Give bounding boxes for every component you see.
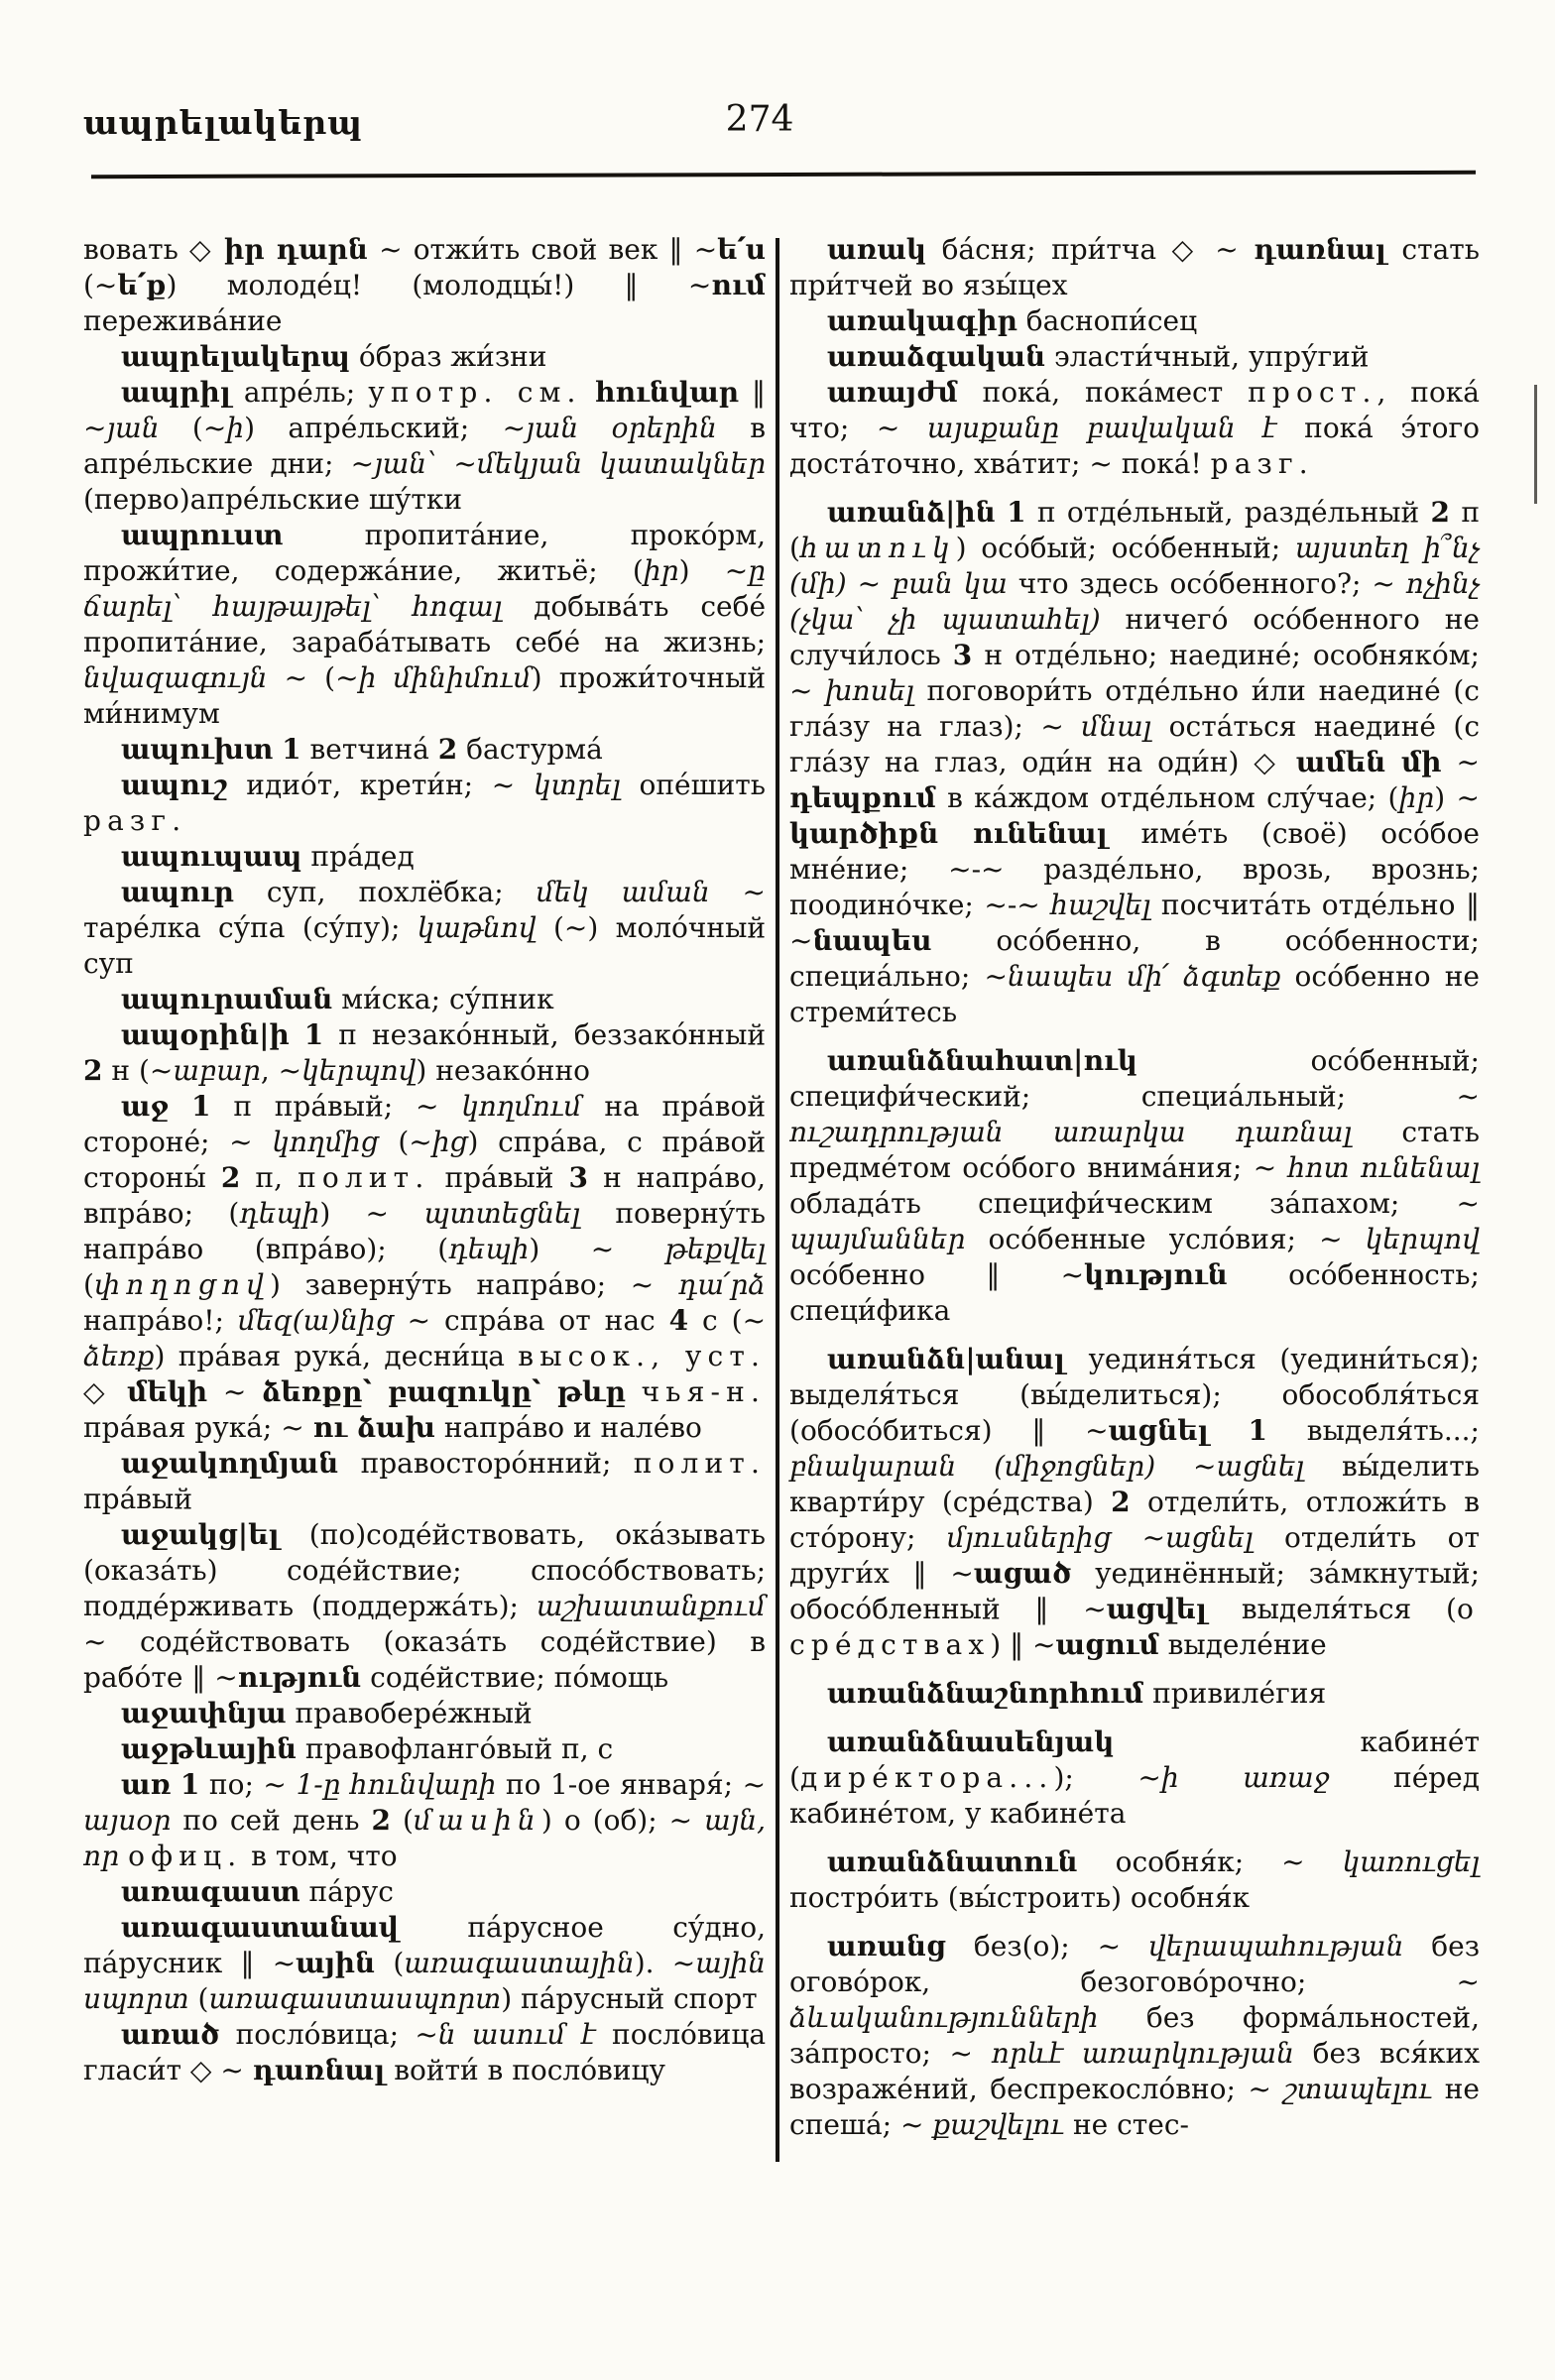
dictionary-entry: աջ 1 п пра́вый; ~ կողմում на пра́вой стороне́; ~ կողմից (~ից) спра́ва, с пра́вой стороны́ 2 п, полит. пра́вый 3 н напра́во, впра́во; (դեպի) ~ պտտեցնել поверну́ть напра́во (впра́во); (դեպի) ~ թեքվել (փողոցով) заверну́ть напра́во; ~ դա՛րձ напра́во!; մեզ(ա)նից ~ спра́ва от нас 4 с (~ ձեռք) пра́вая рука́, десни́ца высок., уст. ◇ մեկի ~ ձեռքը՝ բազուկը՝ թևը чья-н. пра́вая рука́; ~ ու ձախ напра́во и нале́во: [83, 1090, 767, 1444]
dictionary-entry: առանձնատուն особня́к; ~ կառուցել постро́ить (вы́строить) особня́к: [789, 1845, 1480, 1914]
dictionary-entry: ապուխտ 1 ветчина́ 2 бастурма́: [121, 733, 603, 766]
page-number: 274: [725, 99, 794, 140]
dictionary-entry: առանձ|ին 1 п отде́льный, разде́льный 2 п (հատուկ) осо́бый; осо́бенный; այստեղ ի՞նչ (մի) ~ բան կա что здесь осо́бенного?; ~ ոչինչ (չկա՝ չի պատահել) ничего́ осо́бенного не случи́лось 3 н отде́льно; наедине́; особняко́м; ~ խոսել поговори́ть отде́льно и́ли наедине́ (с гла́зу на глаз); ~ մնալ оста́ться наедине́ (с гла́зу на глаз, оди́н на оди́н) ◇ ամեն մի ~ դեպքում в ка́ждом отде́льном слу́чае; (իր) ~ կարծիքն ունենալ име́ть (своё) осо́бое мне́ние; ~-~ разде́льно, врозь, врознь; поодино́чке; ~-~ հաշվել посчита́ть отде́льно ‖ ~նապես осо́бенно, в осо́бенности; специа́льно; ~նապես մի՛ ձգտեք осо́бенно не стреми́тесь: [789, 496, 1481, 1028]
dictionary-entry: առանձն|անալ уединя́ться (уедини́ться); выделя́ться (вы́делиться); обособля́ться (обосо́биться) ‖ ~ացնել 1 выделя́ть...; բնակարան (միջոցներ) ~ացնել вы́делить кварти́ру (сре́дства) 2 отдели́ть, отложи́ть в сто́рону; մյուսներից ~ացնել отдели́ть от други́х ‖ ~ացած уединённый; за́мкнутый; обосо́бленный ‖ ~ացվել выделя́ться (о сре́дствах) ‖ ~ացում выделе́ние: [789, 1343, 1481, 1661]
dictionary-entry: առանձնաշնորհում привиле́гия: [827, 1677, 1327, 1710]
dictionary-entry: առաձգական эласти́чный, упру́гий: [827, 340, 1370, 373]
dictionary-entry: առայժմ пока́, пока́мест прост., пока́ что; ~ այսքանը բավական է пока́ э́того доста́точно, хва́тит; ~ пока́! разг.: [789, 376, 1480, 480]
header-rule: [91, 171, 1476, 178]
dictionary-entry: առանձնահատ|ուկ осо́бенный; специфи́ческий; специа́льный; ~ ուշադրության առարկա դառնալ стать предме́том осо́бого внима́ния; ~ հոտ ունենալ облада́ть специфи́ческим за́пахом; ~ պայմաններ осо́бенные усло́вия; ~ կերպով осо́бенно ‖ ~կություն осо́бенность; специ́фика: [789, 1044, 1481, 1327]
dictionary-entry: առակագիր баснопи́сец: [827, 304, 1198, 337]
dictionary-entry: առագաստանավ па́русное су́дно, па́русник ‖ ~ային (առագաստային). ~ային սպորտ (առագաստասպորտ) па́русный спорт: [83, 1911, 767, 2015]
dictionary-entry: առած посло́вица; ~ն ասում է посло́вица гласи́т ◇ ~ դառնալ войти́ в посло́вицу: [83, 2018, 767, 2086]
right-column: [789, 232, 1480, 2162]
dictionary-entry: ապուրաման ми́ска; су́пник: [121, 983, 554, 1015]
dictionary-entry: ապուշ идио́т, крети́н; ~ կտրել опе́шить разг.: [83, 769, 767, 837]
dictionary-entry: առակ ба́сня; при́тча ◇ ~ դառնալ стать при́тчей во язы́цех: [789, 233, 1481, 301]
dictionary-entry: առագաստ па́рус: [121, 1875, 394, 1908]
dictionary-entry: ապօրին|ի 1 п незако́нный, беззако́нный 2 н (~աբար, ~կերպով) незако́нно: [83, 1018, 767, 1087]
entry-continuation: вовать ◇ իր դարն ~ отжи́ть свой век ‖ ~ե՛ս (~ե՛ք) молоде́ц! (молодцы́!) ‖ ~ում пережива́ние: [83, 233, 767, 337]
dictionary-entry: առանց без(о); ~ վերապահության без огово́рок, безогово́рочно; ~ ձևականությունների без форма́льностей, за́просто; ~ որևէ առարկության без вся́ких возраже́ний, беспрекосло́вно; ~ շտապելու не спеша́; ~ քաշվելու не стес-: [789, 1930, 1481, 2141]
dictionary-entry: աջակց|ել (по)соде́йствовать, ока́зывать (оказа́ть) соде́йствие; спосо́бствовать; подде́рживать (поддержа́ть); աշխատանքում ~ соде́йствовать (оказа́ть соде́йствие) в рабо́те ‖ ~ություն соде́йствие; по́мощь: [83, 1518, 767, 1694]
left-column: [83, 232, 766, 2162]
dictionary-entry: ապրելակերպ о́браз жи́зни: [121, 340, 547, 373]
dictionary-entry: ապրուստ пропита́ние, проко́рм, прожи́тие, содержа́ние, житьё; (իր) ~ը ճարել՝ հայթայթել՝ հոգալ добыва́ть себе́ пропита́ние, зараба́тывать себе́ на жизнь; նվազագույն ~ (~ի մինիմում) прожи́точный ми́нимум: [83, 519, 767, 730]
dictionary-entry: աջափնյա правобере́жный: [121, 1697, 533, 1729]
dictionary-entry: ապուպապ пра́дед: [121, 840, 415, 873]
dictionary-entry: առ 1 по; ~ 1-ը հունվարի по 1-ое января́; ~ այսօր по сей день 2 (մասին) о (об); ~ այն, որ офиц. в том, что: [83, 1768, 767, 1872]
dictionary-entry: ապրիլ апре́ль; употр. см. հունվար ‖ ~յան (~ի) апре́льский; ~յան օրերին в апре́льские дни; ~յան՝ ~մեկյան կատակներ (перво)апре́льские шу́тки: [83, 376, 767, 516]
dictionary-entry: աջակողմյան правосторо́нний; полит. пра́вый: [83, 1447, 767, 1515]
dictionary-entry: առանձնասենյակ кабине́т (дире́ктора...); ~ի առաջ пе́ред кабине́том, у кабине́та: [789, 1726, 1480, 1830]
column-divider: [776, 238, 779, 2162]
running-headword: ապրելակերպ: [83, 103, 364, 142]
dictionary-entry: աջթևային правофланго́вый п, с: [121, 1732, 614, 1765]
page-header: [83, 99, 1480, 165]
scan-edge-artifact: [1534, 385, 1537, 504]
dictionary-entry: ապուր суп, похлёбка; մեկ աման ~ таре́лка су́па (су́пу); կաթնով (~) моло́чный суп: [83, 876, 767, 980]
text-columns: [83, 232, 1480, 2162]
